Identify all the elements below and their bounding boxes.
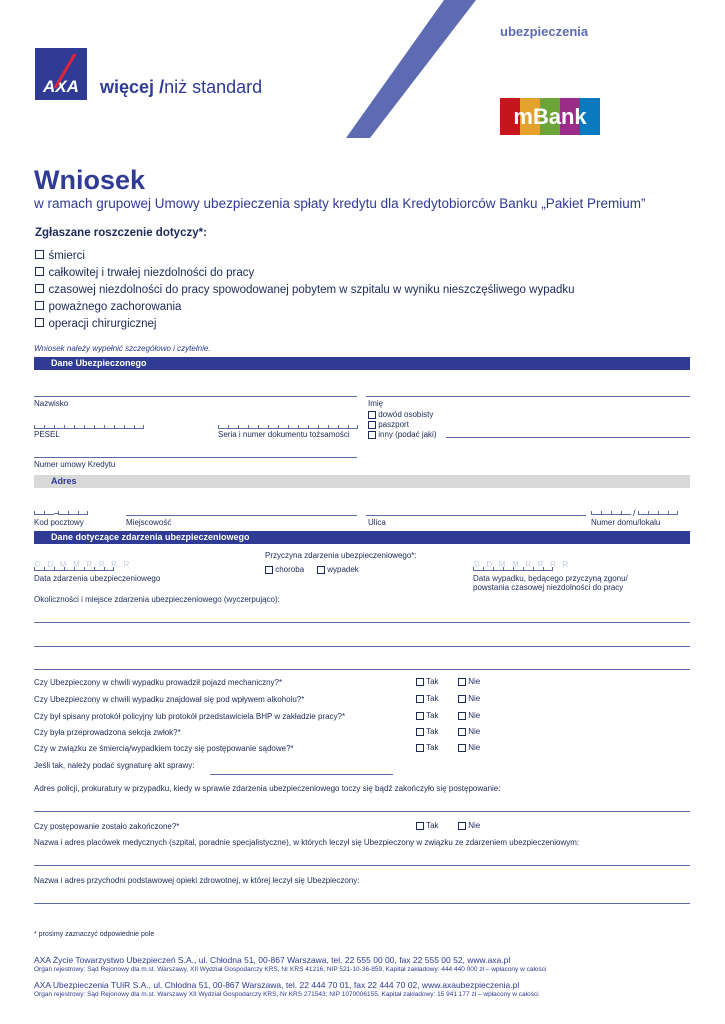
checkbox[interactable]: [265, 566, 273, 574]
circumstances-label: Okoliczności i miejsce zdarzenia ubezpieczeniowego (wyczerpująco):: [34, 595, 280, 604]
claim-option-label: śmierci: [48, 250, 85, 262]
yes-label: Tak: [426, 727, 439, 736]
yes-label: Tak: [426, 711, 439, 720]
diagonal-stripe: [340, 0, 480, 140]
slogan: [100, 77, 262, 98]
clinic-label: Nazwa i adres przychodni podstawowej opieki zdrowotnej, w której leczył się Ubezpieczony:: [34, 876, 360, 885]
slash-separator: /: [633, 508, 636, 518]
checkbox[interactable]: [416, 744, 424, 752]
footer-company-1: AXA Życie Towarzystwo Ubezpieczeń S.A., ul. Chłodna 51, 00-867 Warszawa, tel. 22 555 00 00, fax 22 555 00 52, www.axa.pl: [34, 955, 511, 965]
checkbox[interactable]: [35, 318, 44, 327]
checkbox[interactable]: [416, 712, 424, 720]
pesel-field[interactable]: [34, 425, 144, 429]
mbank-logo: [500, 98, 600, 135]
clinic-field[interactable]: [34, 903, 690, 904]
footer-company-2: AXA Ubezpieczenia TUiR S.A., ul. Chłodna 51, 00-867 Warszawa, tel. 22 444 70 01, fax 22 444 70 02, www.axaubezpieczenia.pl: [34, 980, 520, 990]
credit-number-label: Numer umowy Kredytu: [34, 460, 116, 469]
question-court: Czy w związku ze śmiercią/wypadkiem toczy się postępowanie sądowe?*: [34, 744, 294, 753]
claim-option-label: poważnego zachorowania: [48, 301, 182, 313]
no-option[interactable]: [458, 694, 480, 703]
event-date-placeholder: D D M M R R R R: [35, 560, 132, 569]
checkbox[interactable]: [458, 822, 466, 830]
no-option[interactable]: [458, 743, 480, 752]
checkbox[interactable]: [458, 744, 466, 752]
checkbox[interactable]: [368, 421, 376, 429]
claim-option-label: czasowej niezdolności do pracy spowodowanej pobytem w szpitalu w wyniku nieszczęśliwego wypadku: [48, 284, 575, 296]
no-label: Nie: [468, 677, 481, 686]
yes-option[interactable]: [416, 727, 439, 736]
claim-heading: Zgłaszane roszczenie dotyczy*:: [35, 227, 207, 239]
surname-label: Nazwisko: [34, 399, 69, 408]
credit-number-field[interactable]: [34, 457, 357, 458]
doc-type-option[interactable]: [368, 430, 436, 439]
circumstances-line-3[interactable]: [34, 669, 690, 670]
yes-option[interactable]: [416, 711, 439, 720]
checkbox[interactable]: [368, 411, 376, 419]
no-label: Nie: [468, 694, 481, 703]
checkbox[interactable]: [35, 284, 44, 293]
checkbox[interactable]: [35, 250, 44, 259]
city-label: Miejscowość: [126, 518, 172, 527]
circumstances-line-2[interactable]: [34, 646, 690, 647]
accident-date-label: Data wypadku, będącego przyczyną zgonu/: [473, 574, 628, 583]
pesel-label: PESEL: [34, 430, 60, 439]
yes-option[interactable]: [416, 743, 439, 752]
yes-label: Tak: [426, 694, 439, 703]
name-label: Imię: [368, 399, 384, 408]
street-label: Ulica: [368, 518, 386, 527]
authority-field[interactable]: [34, 811, 690, 812]
checkbox[interactable]: [35, 267, 44, 276]
event-date-field[interactable]: [34, 567, 114, 571]
question-vehicle: Czy Ubezpieczony w chwili wypadku prowadził pojazd mechaniczny?*: [34, 678, 283, 687]
axa-logo: [35, 48, 87, 100]
checkbox[interactable]: [458, 728, 466, 736]
no-option[interactable]: [458, 821, 480, 830]
claim-option[interactable]: [35, 263, 254, 281]
instruction-text: Wniosek należy wypełnić szczegółowo i czytelnie.: [34, 344, 211, 353]
no-label: Nie: [468, 711, 481, 720]
authority-label: Adres policji, prokuratury w przypadku, kiedy w sprawie zdarzenia ubezpieczeniowego toczy się bądź zakończyło się postępowanie:: [34, 784, 501, 793]
checkbox[interactable]: [416, 695, 424, 703]
question-autopsy: Czy była przeprowadzona sekcja zwłok?*: [34, 728, 181, 737]
doc-type-option[interactable]: [368, 410, 433, 419]
accident-date-label-2: powstania czasowej niezdolności do pracy: [473, 583, 624, 592]
claim-option[interactable]: [35, 246, 85, 264]
section-address: Adres: [34, 475, 690, 488]
checkbox[interactable]: [416, 678, 424, 686]
event-date-label: Data zdarzenia ubezpieczeniowego: [34, 574, 161, 583]
no-option[interactable]: [458, 727, 480, 736]
doc-type-option[interactable]: [368, 420, 409, 429]
document-number-field[interactable]: [218, 425, 358, 429]
checkbox[interactable]: [317, 566, 325, 574]
cause-option-label: wypadek: [327, 565, 359, 574]
doc-type-label: inny (podać jaki): [378, 430, 437, 439]
no-label: Nie: [468, 743, 481, 752]
claim-option-label: operacji chirurgicznej: [48, 318, 157, 330]
yes-label: Tak: [426, 677, 439, 686]
proceeding-question: Czy postępowanie zostało zakończone?*: [34, 822, 180, 831]
house-number-field[interactable]: [591, 508, 678, 518]
footer-registry-1: Organ rejestrowy: Sąd Rejonowy dla m.st. Warszawy, XII Wydział Gospodarczy KRS, Nr KRS 41216, NIP 521-10-36-859, Kapitał zakładowy: 444 440 000 zł – wpłacony w całości: [34, 966, 547, 973]
no-label: Nie: [468, 821, 481, 830]
yes-label: Tak: [426, 821, 439, 830]
checkbox[interactable]: [458, 695, 466, 703]
section-insured: Dane Ubezpieczonego: [34, 357, 690, 370]
cause-option-label: choroba: [275, 565, 305, 574]
claim-option-label: całkowitej i trwałej niezdolności do pracy: [48, 267, 255, 279]
name-field[interactable]: [366, 396, 690, 397]
slogan-bold: więcej: [100, 77, 155, 97]
section-event: Dane dotyczące zdarzenia ubezpieczeniowego: [34, 531, 690, 544]
city-field[interactable]: [126, 515, 357, 516]
checkbox[interactable]: [416, 728, 424, 736]
footnote: * prosimy zaznaczyć odpowiednie pole: [34, 931, 155, 938]
yes-option[interactable]: [416, 694, 439, 703]
signature-field[interactable]: [210, 774, 393, 775]
yes-option[interactable]: [416, 821, 439, 830]
question-alcohol: Czy Ubezpieczony w chwili wypadku znajdował się pod wpływem alkoholu?*: [34, 695, 305, 704]
page-title: Wniosek: [34, 165, 146, 195]
postal-code-label: Kod pocztowy: [34, 518, 84, 527]
slogan-rest: niż standard: [164, 77, 263, 97]
medical-label: Nazwa i adres placówek medycznych (szpital, poradnie specjalistyczne), w których leczył się Ubezpieczony w związku ze zdarzeniem ubezpieczeniowym:: [34, 838, 580, 847]
cause-option-illness[interactable]: [265, 565, 304, 574]
brand-label: ubezpieczenia: [500, 24, 589, 39]
checkbox[interactable]: [416, 822, 424, 830]
claim-option[interactable]: [35, 297, 181, 315]
checkbox[interactable]: [458, 712, 466, 720]
checkbox[interactable]: [35, 301, 44, 310]
footer-registry-2: Organ rejestrowy: Sąd Rejonowy dla m.st. Warszawy XII Wydział Gospodarczy KRS, Nr KRS 271543; NIP 1070006155, Kapitał zakładowy: 15 941 177 zł – wpłacony w całości: [34, 991, 539, 998]
accident-date-placeholder: D D M M R R R R: [474, 560, 571, 569]
yes-option[interactable]: [416, 677, 439, 686]
other-doc-field[interactable]: [446, 437, 690, 438]
claim-option[interactable]: [35, 280, 575, 298]
no-option[interactable]: [458, 677, 480, 686]
claim-option[interactable]: [35, 314, 156, 332]
no-label: Nie: [468, 727, 481, 736]
question-protocol: Czy był spisany protokół policyjny lub protokół przedstawiciela BHP w zakładzie pracy?*: [34, 712, 346, 721]
cause-option-accident[interactable]: [317, 565, 359, 574]
street-field[interactable]: [366, 515, 586, 516]
circumstances-line-1[interactable]: [34, 622, 690, 623]
surname-field[interactable]: [34, 396, 357, 397]
no-option[interactable]: [458, 711, 480, 720]
svg-text:AXA: AXA: [43, 77, 79, 96]
accident-date-field[interactable]: [473, 567, 553, 571]
document-label: Seria i numer dokumentu tożsamości: [218, 430, 350, 439]
checkbox[interactable]: [458, 678, 466, 686]
svg-text:mBank: mBank: [513, 104, 587, 129]
house-number-label: Numer domu/lokalu: [591, 518, 661, 527]
yes-label: Tak: [426, 743, 439, 752]
page-subtitle: w ramach grupowej Umowy ubezpieczenia spłaty kredytu dla Kredytobiorców Banku „Pakiet Premium”: [34, 196, 646, 211]
slogan-slash: /: [159, 77, 165, 97]
checkbox[interactable]: [368, 431, 376, 439]
signature-label: Jeśli tak, należy podać sygnaturę akt sprawy:: [34, 761, 195, 770]
postal-code-field[interactable]: [34, 511, 88, 515]
medical-field[interactable]: [34, 865, 690, 866]
doc-type-label: paszport: [378, 420, 409, 429]
doc-type-label: dowód osobisty: [378, 410, 434, 419]
cause-label: Przyczyna zdarzenia ubezpieczeniowego*:: [265, 551, 417, 560]
